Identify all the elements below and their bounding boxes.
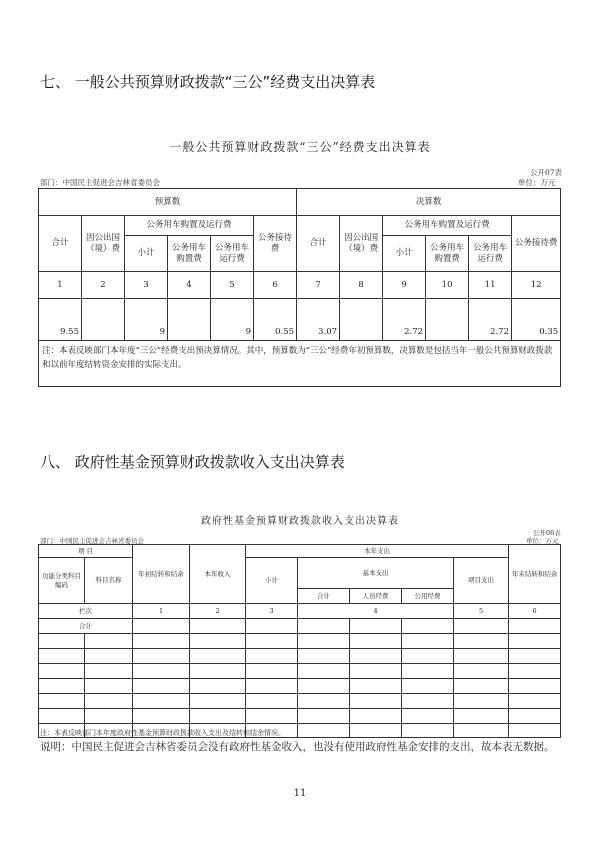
col-number: 6 [509, 604, 561, 619]
budget-car-header: 公务用车购置及运行费 [125, 216, 254, 236]
section7-note: 注：本表反映部门本年度“三公”经费支出预决算情况。其中，预算数为“三公”经费年初预算数，决算数是包括当年一般公共预算财政拨款和以前年度结转资金安排的实际支出。 [39, 341, 561, 387]
col-number: 5 [211, 272, 254, 299]
budget-reception-header: 公务接待费 [254, 216, 297, 272]
col-number: 12 [512, 272, 561, 299]
col-number: 2 [190, 604, 246, 619]
value-cell: 2.72 [469, 299, 512, 341]
col-number: 5 [454, 604, 509, 619]
budget-abroad-header: 因公出国（境）费 [82, 216, 125, 272]
basic-expense-header: 基本支出 [298, 558, 454, 589]
final-car-header: 公务用车购置及运行费 [383, 216, 512, 236]
value-cell: 9 [211, 299, 254, 341]
row-label: 栏次 [39, 604, 133, 619]
final-car-buy-header: 公务用车购置费 [426, 236, 469, 272]
public-expense-header: 公用经费 [402, 589, 454, 604]
budget-car-buy-header: 公务用车购置费 [168, 236, 211, 272]
subtotal-header: 小计 [246, 558, 298, 604]
budget-header: 预算数 [39, 189, 297, 216]
col-number: 2 [82, 272, 125, 299]
section8-table [38, 544, 561, 738]
budget-subtotal-header: 小计 [125, 236, 168, 272]
project-expense-header: 项目支出 [454, 558, 509, 604]
col-number: 6 [254, 272, 297, 299]
section7-table-title: 一般公共预算财政拨款“三公”经费支出决算表 [169, 140, 431, 154]
final-reception-header: 公务接待费 [512, 216, 561, 272]
section7-form-no: 公开07表 [530, 168, 563, 177]
value-cell [82, 299, 125, 341]
page-number: 11 [293, 788, 307, 799]
section8-form-no: 公开08表 [533, 529, 561, 537]
budget-total-header: 合计 [39, 216, 82, 272]
value-cell: 0.35 [512, 299, 561, 341]
section8-explanation: 说明：中国民主促进会吉林省委员会没有政府性基金收入，也没有使用政府性基金安排的支出，故本表无数据。 [40, 741, 555, 753]
value-cell [340, 299, 383, 341]
col-number: 4 [298, 604, 454, 619]
subject-name-header: 科目名称 [85, 558, 133, 604]
value-cell: 9 [125, 299, 168, 341]
carry-end-header: 年末结转和结余 [509, 545, 561, 604]
value-cell: 2.72 [383, 299, 426, 341]
section8-heading: 八、 政府性基金预算财政拨款收入支出决算表 [40, 453, 345, 471]
value-cell: 9.55 [39, 299, 82, 341]
final-header: 决算数 [297, 189, 561, 216]
col-number: 11 [469, 272, 512, 299]
final-subtotal-header: 小计 [383, 236, 426, 272]
code-header: 功能分类科目编码 [39, 558, 85, 604]
value-cell [168, 299, 211, 341]
basic-total-header: 合计 [298, 589, 350, 604]
budget-car-run-header: 公务用车运行费 [211, 236, 254, 272]
section7-dept: 部门：中国民主促进会吉林省委员会 [40, 178, 160, 187]
income-header: 本年收入 [190, 545, 246, 604]
col-number: 7 [297, 272, 340, 299]
col-number: 10 [426, 272, 469, 299]
col-number: 8 [340, 272, 383, 299]
col-number: 1 [39, 272, 82, 299]
personnel-header: 人员经费 [350, 589, 402, 604]
col-number: 4 [168, 272, 211, 299]
section7-table [38, 188, 561, 387]
col-number: 3 [125, 272, 168, 299]
section8-note: 注：本表反映部门本年度政府性基金预算财政拨款收入支出及结转和结余情况。 [40, 729, 285, 737]
carry-begin-header: 年初结转和结余 [133, 545, 190, 604]
section8-table-title: 政府性基金预算财政拨款收入支出决算表 [201, 516, 399, 527]
final-abroad-header: 因公出国（境）费 [340, 216, 383, 272]
value-cell: 3.07 [297, 299, 340, 341]
item-header: 项 目 [39, 545, 133, 558]
section7-heading: 七、 一般公共预算财政拨款“三公”经费支出决算表 [40, 73, 376, 91]
col-number: 3 [246, 604, 298, 619]
total-row-label: 合计 [39, 619, 133, 634]
section7-unit: 单位：万元 [518, 178, 556, 187]
section8-dept: 部门：中国民主促进会吉林省委员会 [40, 537, 144, 545]
col-number: 1 [133, 604, 190, 619]
col-number: 9 [383, 272, 426, 299]
final-car-run-header: 公务用车运行费 [469, 236, 512, 272]
year-expense-header: 本年支出 [246, 545, 509, 558]
final-total-header: 合计 [297, 216, 340, 272]
section8-unit: 单位：万元 [526, 537, 559, 545]
value-cell: 0.55 [254, 299, 297, 341]
value-cell [426, 299, 469, 341]
